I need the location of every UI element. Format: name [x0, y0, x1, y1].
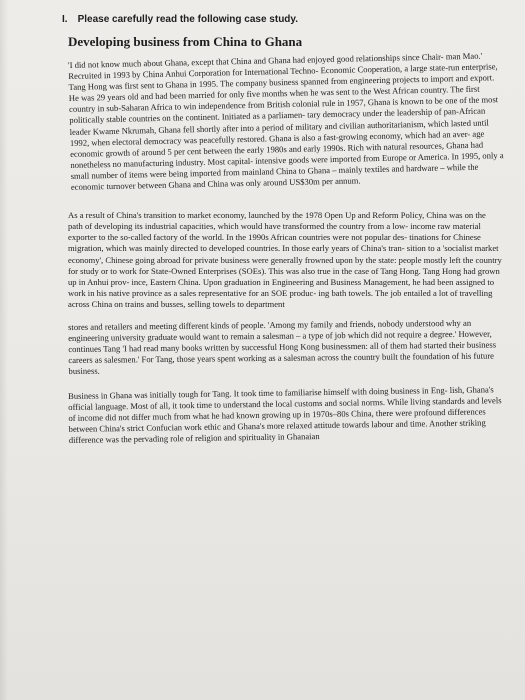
- instruction-number: I.: [62, 14, 68, 25]
- paragraph-3: stores and retailers and meeting different kinds of people. 'Among my family and friends, nobody understood why an engineering university graduate would want to remain a salesman – a type of job which did not require a degree.' However, continues Tang 'I had read many books written by successful Hong Kong businessmen: all of them had started their business careers as salesmen.' For Tang, those years spent working as a salesman across the country built the foundation of his future business.: [68, 317, 497, 377]
- case-study-title: Developing business from China to Ghana: [68, 34, 303, 49]
- paragraph-2: As a result of China's transition to market economy, launched by the 1978 Open Up and Reform Policy, China was on the path of developing its industrial capacities, which would have transformed the country from a low- income raw material exporter to the so-called factory of the world. In the 1990s African countries were not popular des- tinations for Chinese migration, which was mainly directed to developed countries. In those early years of China's tran- sition to a 'socialist market economy', Chinese going abroad for private business were generally frowned upon by the state: people mostly left the country for study or to work for State-Owned Enterprises (SOEs). This was also true in the case of Tang Hong. Tang Hong had grown up in Anhui prov- ince, Eastern China. Upon graduation in Engineering and Business Management, he had been assigned to work in his native province as a sales representative for an SOE produc- ing bath towels. The job entailed a lot of travelling across China on trains and busses, selling towels to department: [68, 210, 502, 309]
- paragraph-1: 'I did not know much about Ghana, except that China and Ghana had enjoyed good relationships since Chair- man Mao.' Recruited in 1993 by China Anhui Corporation for International Techno- Economic Cooperation, a large state-run enterprise, Tang Hong was first sent to Ghana in 1995. The company business spanned from engineering projects to import and export. He was 29 years old and had been married for only five months when he was sent to the West African country. The first country in sub-Saharan Africa to win independence from British colonial rule in 1957, Ghana is known to be one of the most politically stable countries on the continent. Initiated as a parliamen- tary democracy under the leadership of pan-African leader Kwame Nkrumah, Ghana fell shortly after into a period of military and civilian authoritarianism, which lasted until 1992, when electoral democracy was peacefully restored. Ghana is also a fast-growing economy, which had an aver- age economic growth of around 5 per cent between the early 1980s and early 1990s. Rich with natural resources, Ghana had nonetheless no manufacturing industry. Most capital- intensive goods were imported from Europe or America. In 1995, only a small number of items were being imported from mainland China to Ghana – mainly textiles and hardware – while the economic turnover between Ghana and China was only around US$30m per annum.: [68, 50, 504, 192]
- instruction-line: [62, 14, 502, 25]
- paragraph-4: Business in Ghana was initially tough for Tang. It took time to familiarise himself with doing business in Eng- lish, Ghana's official language. Most of all, it took time to understand the local customs and social norms. While living standards and levels of income did not differ much from what he had known growing up in 1970s–80s China, there were profound differences between China's strict Confucian work ethic and Ghana's more relaxed attitude towards labour and time. Another striking difference was the pervading role of religion and spirituality in Ghanaian: [68, 384, 502, 446]
- document-content: [62, 14, 502, 457]
- page-shadow: [0, 0, 8, 700]
- instruction-text: Please carefully read the following case study.: [77, 14, 299, 25]
